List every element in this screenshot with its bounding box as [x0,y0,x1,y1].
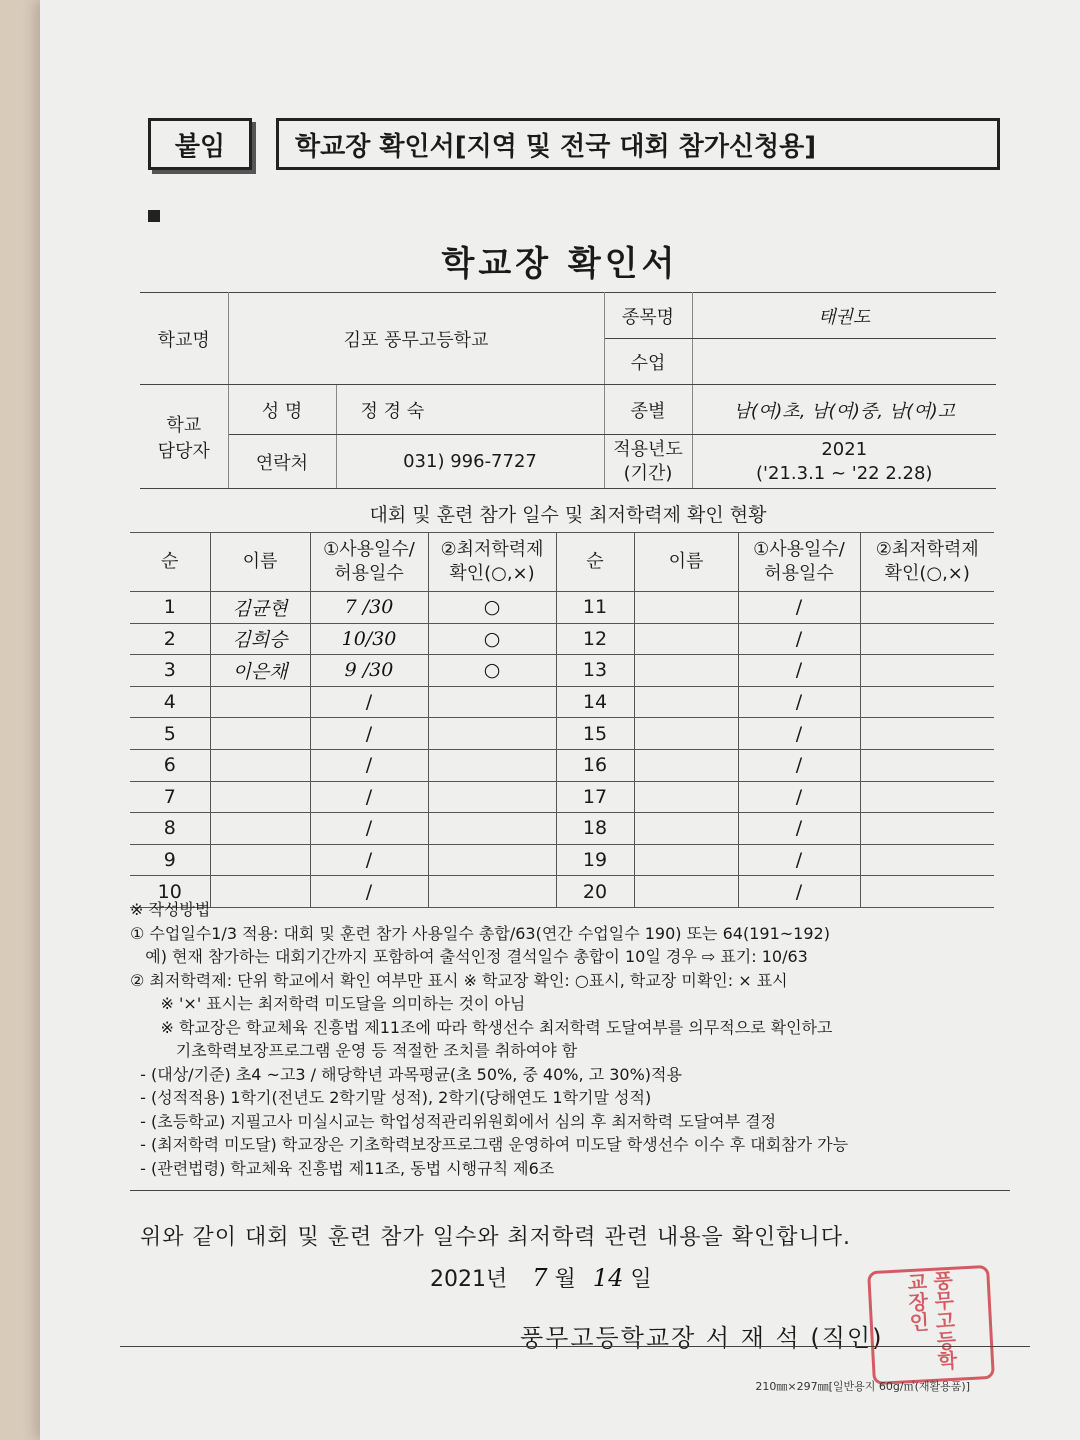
note-line: - (관련법령) 학교체육 진흥법 제11조, 동법 시행규칙 제6조 [130,1158,555,1178]
class-value [692,339,996,385]
note-line: - (최저학력 미도달) 학교장은 기초학력보장프로그램 운영하여 미도달 학생선수 이수 후 대회참가 가능 [130,1135,849,1154]
cell-check [860,623,994,655]
cell-no: 8 [130,813,210,845]
cell-check [428,813,556,845]
table-row [130,844,994,876]
cell-name [634,813,738,845]
table-row [130,686,994,718]
cell-days: / [310,749,428,781]
cell-name [210,781,310,813]
school-label: 학교명 [140,293,228,385]
official-seal [867,1265,995,1385]
cell-check: ○ [428,623,556,655]
date-day: 14 [592,1264,624,1292]
category-value: 남(여)초, 남(여)중, 남(여)고 [692,385,996,435]
divider [130,1190,1010,1191]
cell-no: 11 [556,592,634,624]
cell-days: 7 /30 [310,592,428,624]
signer: 풍무고등학교장 서 재 석 (직인) [520,1324,884,1352]
date-month: 7 [532,1264,548,1292]
cell-name [634,781,738,813]
cell-name: 김희승 [210,623,310,655]
cell-name [634,718,738,750]
note-line: ② 최저학력제: 단위 학교에서 확인 여부만 표시 ※ 학교장 확인: ○표시, 학교장 미확인: × 표시 [130,970,788,990]
table-row [130,592,994,624]
cell-days: / [738,718,860,750]
cell-days: / [738,876,860,908]
cell-name [634,592,738,624]
table-row [130,781,994,813]
cell-days: / [738,749,860,781]
cell-days: / [738,592,860,624]
cell-name [210,686,310,718]
document-title: 학교장 확인서 [441,244,679,284]
cell-days: / [738,655,860,687]
cell-no: 16 [556,749,634,781]
header-check: ②최저학력제 확인(○,×) [428,533,556,592]
participation-table [130,532,994,908]
cell-days: / [310,876,428,908]
cell-check [860,655,994,687]
cell-no: 4 [130,686,210,718]
cell-days: / [310,686,428,718]
cell-no: 5 [130,718,210,750]
cell-no: 20 [556,876,634,908]
header-no: 순 [130,533,210,592]
cell-no: 7 [130,781,210,813]
year-label: 적용년도 (기간) [604,435,692,489]
cell-days: / [738,813,860,845]
date-month-unit: 월 [554,1267,576,1292]
cell-days: 10/30 [310,623,428,655]
seal-text: 풍무고등학교장인 [903,1269,959,1371]
cell-no: 18 [556,813,634,845]
date-day-unit: 일 [630,1267,652,1292]
cell-name: 이은채 [210,655,310,687]
cell-check [860,749,994,781]
info-table [140,292,996,489]
table-title: 대회 및 훈련 참가 일수 및 최저학력제 확인 현황 [369,504,767,526]
event-label: 종목명 [604,293,692,339]
cell-name [210,844,310,876]
cell-days: / [310,718,428,750]
cell-check [860,844,994,876]
document-page [40,0,1080,1440]
cell-check [860,686,994,718]
table-row [130,655,994,687]
cell-days: / [738,844,860,876]
header-no: 순 [556,533,634,592]
year-value: 2021 ('21.3.1 ~ '22 2.28) [692,435,996,489]
cell-days: / [738,686,860,718]
manager-label: 학교 담당자 [140,385,228,489]
cell-no: 9 [130,844,210,876]
cell-no: 17 [556,781,634,813]
cell-no: 1 [130,592,210,624]
cell-check [428,781,556,813]
cell-check [428,749,556,781]
cell-check [860,718,994,750]
cell-no: 10 [130,876,210,908]
cell-check [860,781,994,813]
cell-check: ○ [428,592,556,624]
cell-check [428,844,556,876]
category-label: 종별 [604,385,692,435]
header-name: 이름 [210,533,310,592]
note-line: 기초학력보장프로그램 운영 등 적절한 조치를 취하여야 함 [130,1041,578,1060]
cell-days: 9 /30 [310,655,428,687]
attachment-badge: 붙임 [148,118,252,170]
cell-name [634,749,738,781]
contact-label: 연락처 [228,435,336,489]
cell-check [860,592,994,624]
cell-name [210,749,310,781]
divider [120,1346,1030,1347]
note-line: ① 수업일수1/3 적용: 대회 및 훈련 참가 사용일수 총합/63(연간 수업일수 190) 또는 64(191~192) [130,923,830,943]
cell-days: / [310,844,428,876]
cell-name [210,718,310,750]
table-row [130,718,994,750]
name-value: 정 경 숙 [336,385,604,435]
cell-no: 3 [130,655,210,687]
cell-name [634,844,738,876]
confirmation-text: 위와 같이 대회 및 훈련 참가 일수와 최저학력 관련 내용을 확인합니다. [140,1225,851,1250]
cell-days: / [310,781,428,813]
cell-check [428,686,556,718]
cell-no: 6 [130,749,210,781]
school-value: 김포 풍무고등학교 [228,293,604,385]
note-line: ※ '×' 표시는 최저학력 미도달을 의미하는 것이 아님 [130,994,526,1013]
table-row [130,749,994,781]
cell-days: / [738,623,860,655]
cell-no: 15 [556,718,634,750]
cell-name [634,686,738,718]
cell-no: 2 [130,623,210,655]
paper-spec: 210㎜×297㎜[일반용지 60g/㎡(재활용품)] [755,1380,970,1393]
header-days: ①사용일수/ 허용일수 [310,533,428,592]
cell-no: 13 [556,655,634,687]
cell-no: 12 [556,623,634,655]
note-line: ※ 학교장은 학교체육 진흥법 제11조에 따라 학생선수 최저학력 도달여부를 의무적으로 확인하고 [130,1017,833,1037]
note-line: - (성적적용) 1학기(전년도 2학기말 성적), 2학기(당해연도 1학기말 성적) [130,1088,652,1107]
square-bullet-icon [148,210,160,222]
cell-days: / [738,781,860,813]
table-row [130,813,994,845]
cell-check [860,813,994,845]
table-row [130,623,994,655]
header-check: ②최저학력제 확인(○,×) [860,533,994,592]
cell-no: 14 [556,686,634,718]
cell-days: / [310,813,428,845]
header-title: 학교장 확인서[지역 및 전국 대회 참가신청용] [276,118,1000,170]
cell-name [634,623,738,655]
cell-name [210,813,310,845]
cell-no: 19 [556,844,634,876]
cell-name [634,655,738,687]
event-value: 태권도 [692,293,996,339]
cell-check [428,718,556,750]
date-line [430,1262,652,1293]
note-line: 예) 현재 참가하는 대회기간까지 포함하여 출석인정 결석일수 총합이 10일 경우 ⇨ 표기: 10/63 [130,947,808,966]
note-line: - (초등학교) 지필고사 미실시교는 학업성적관리위원회에서 심의 후 최저학력 도달여부 결정 [130,1111,777,1131]
name-label: 성 명 [228,385,336,435]
contact-value: 031) 996-7727 [336,435,604,489]
header [148,118,1040,174]
header-name: 이름 [634,533,738,592]
date-year: 2021년 [430,1267,508,1292]
cell-check: ○ [428,655,556,687]
header-days: ①사용일수/ 허용일수 [738,533,860,592]
note-line: ※ 작성방법 [130,900,211,919]
cell-name: 김균현 [210,592,310,624]
class-label: 수업 [604,339,692,385]
note-line: - (대상/기준) 초4 ~고3 / 해당학년 과목평균(초 50%, 중 40%, 고 30%)적용 [130,1064,682,1084]
writing-guide [130,898,1030,1180]
